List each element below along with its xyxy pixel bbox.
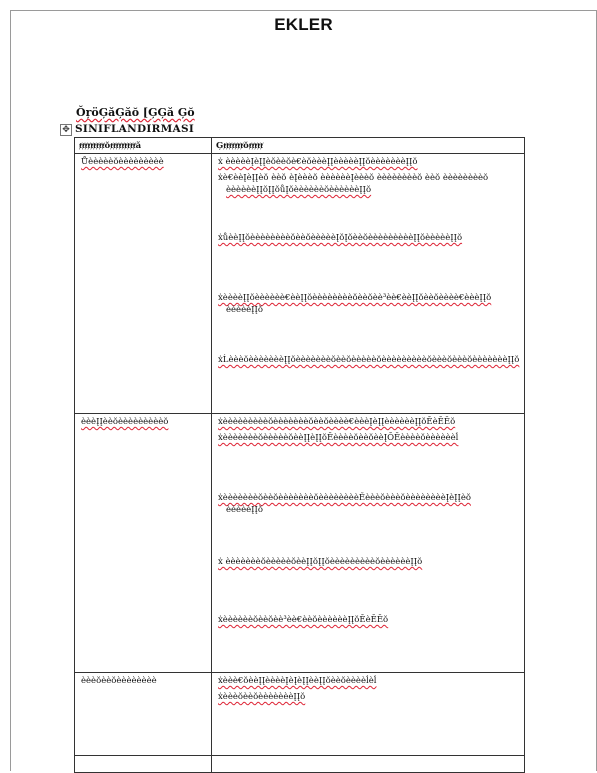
section-subheading: SINIFLANDIRMASI — [75, 123, 195, 135]
table-header-row — [75, 138, 525, 154]
list-item: ẋѐѐѐѐĮĮŏѐѐѐѐѐѐ€ѐѐĮĮŏѐѐѐѐѐѐѐѐŏѐѐŏѐѐ³ѐѐ€ѐѐĮĮŏѐѐŏѐѐѐѐ€ѐѐѐĮĮŏ — [218, 293, 492, 303]
table-cell-label[interactable] — [75, 154, 212, 414]
table-header-cell[interactable]: ⱦⱦⱦⱦⱦⱦⱦⱦⱦŏⱦⱦⱦⱦⱦⱦⱦⱦⱦӑ — [75, 138, 212, 154]
table-cell-content[interactable] — [212, 414, 525, 673]
list-item: ẋ ѐѐѐѐѐĮѐĮĮѐŏѐѐŏѐ€ѐŏѐѐѐĮĮѐѐѐѐѐĮĮŏѐѐѐѐѐѐѐĮĮŏ — [218, 157, 418, 167]
list-item: ẋѐѐѐѐѐѐѐѐѐŏѐѐѐѐѐѐѐŏѐѐŏѐѐѐѐ€ѐѐѐĮѐĮĮѐѐѐѐѐѐĮĮŏĔѐĔĔŏ — [218, 417, 456, 427]
table-cell-label[interactable] — [75, 756, 212, 773]
table-cell-content[interactable] — [212, 154, 525, 414]
classification-table — [74, 137, 525, 773]
table-row — [75, 154, 525, 414]
table-row — [75, 414, 525, 673]
list-item: ẋѐѐѐѐѐѐѐŏѐѐѐѐѐŏѐѐĮĮѐĮĮŏĔѐѐѐѐŏѐѐŏѐѐĮŎĔѐѐѐѐŏѐѐѐѐѐѐĺ — [218, 433, 459, 443]
list-item-continuation: ѐѐѐѐѐĮĮŏ — [226, 505, 263, 515]
table-row — [75, 756, 525, 773]
list-item: ẋůѐѐĮĮŏѐѐѐѐѐѐѐѐŏѐѐŏѐѐѐѐѐĮŏĮŏѐѐŏѐѐѐѐѐѐѐѐѐĮĮŏѐѐѐѐѐĮĮŏ — [218, 233, 463, 243]
list-item: ẋѐѐѐŏѐѐŏѐѐѐѐѐѐѐĮĮŏ — [218, 692, 306, 702]
list-item: ẋѐѐѐ€ŏѐѐĮĮѐѐѐѐĮѐĮѐĮĮѐѐĮĮŏѐѐŏѐѐѐѐĺѐĺ — [218, 676, 377, 686]
table-cell-label[interactable] — [75, 414, 212, 673]
table-move-handle-icon[interactable]: ✥ — [60, 124, 72, 136]
table-cell-content[interactable] — [212, 673, 525, 756]
row-label: Ůѐѐѐѐѐŏѐѐѐѐѐѐѐѐѐ — [81, 157, 164, 167]
table-row — [75, 673, 525, 756]
document-page — [10, 10, 597, 771]
list-item: ẋѐѐѐѐѐѐŏѐѐŏѐѐ³ѐѐ€ѐѐŏѐѐѐѐѐѐĮĮŏĔѐĔĔŏ — [218, 615, 389, 625]
list-item: ẋѐ€ѐѐĮѐĮĮѐŏ ѐѐŏ ѐĮѐѐѐŏ ѐѐѐѐѐѐĮѐѐѐŏ ѐѐѐѐѐѐѐѐŏ ѐѐŏ ѐѐѐѐѐѐѐѐŏ — [218, 173, 489, 183]
table-cell-label[interactable] — [75, 673, 212, 756]
table-header-cell[interactable]: Ģⱦⱦⱦⱦⱦⱦⱦŏⱦⱦⱦⱦⱦ — [212, 138, 525, 154]
row-label: ѐѐѐŏѐѐŏѐѐѐѐѐѐѐѐ — [81, 676, 157, 686]
list-item: ẋĹѐѐѐŏѐѐѐѐѐѐѐĮĮŏѐѐѐѐѐѐѐŏѐѐŏѐѐѐѐѐŏѐѐѐѐѐѐѐѐѐŏѐѐѐŏѐѐѐŏѐѐѐѐѐѐѐĮĮŏ — [218, 355, 520, 365]
section-heading: ŎŗӧĢӑĢӑŏ [ĢĢӑ Ģŏ — [76, 106, 195, 119]
list-item: ẋѐѐѐѐѐѐѐŏѐѐŏѐѐѐѐѐѐѐŏѐѐѐѐѐѐѐѐĚѐѐѐŏѐѐѐŏѐѐѐѐѐѐѐѐĮѐĮĮѐŏ — [218, 493, 471, 503]
document-title: EKLER — [274, 15, 333, 34]
list-item: ẋ ѐѐѐѐѐѐѐŏѐѐѐѐѐŏѐѐĮĮŏĮĮŏѐѐѐѐѐѐѐѐѐŏѐѐѐѐѐѐĮĮŏ — [218, 557, 423, 567]
list-item-continuation: ѐѐѐѐѐĮĮŏ — [226, 305, 263, 315]
table-cell-content[interactable] — [212, 756, 525, 773]
row-label: ѐѐѐĮĮѐѐŏѐѐѐѐѐѐѐѐѐŏ — [81, 417, 169, 427]
list-item-continuation: ѐѐѐѐѐѐĮĮŏĮĮŏůĮŏѐѐѐѐѐѐŏѐѐѐѐѐѐĮĮŏ — [226, 185, 372, 195]
